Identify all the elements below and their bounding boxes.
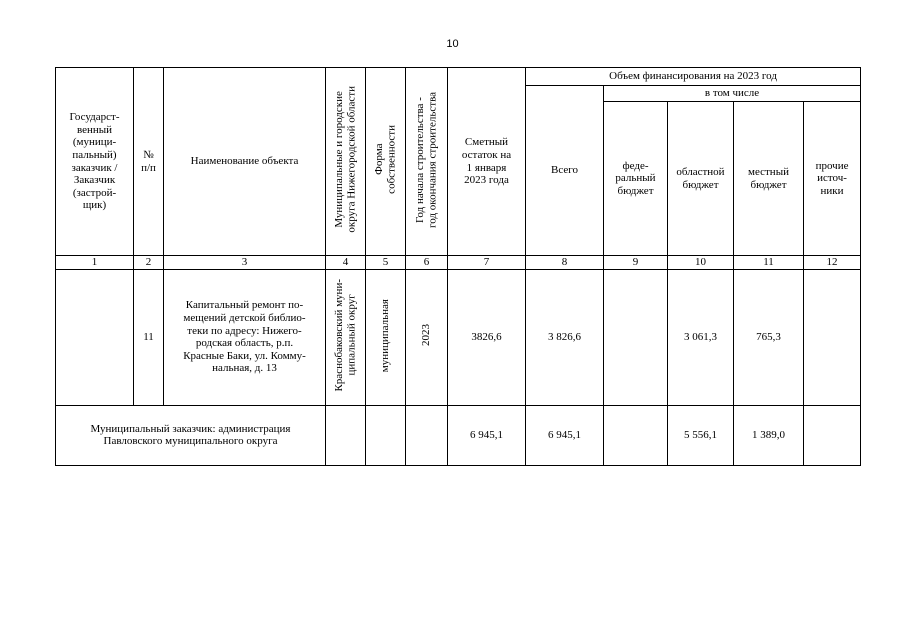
row-num: 11 bbox=[134, 269, 164, 405]
row-years: 2023 bbox=[406, 269, 448, 405]
header-ownership: Форма собственности bbox=[366, 68, 406, 256]
header-other: прочие источ- ники bbox=[804, 102, 861, 256]
footer-regional: 5 556,1 bbox=[668, 405, 734, 465]
row-total: 3 826,6 bbox=[526, 269, 604, 405]
column-number: 12 bbox=[804, 256, 861, 270]
column-number: 10 bbox=[668, 256, 734, 270]
column-number: 11 bbox=[734, 256, 804, 270]
row-object-name: Капитальный ремонт по- мещений детской библио- теки по адресу: Нижего- родская область, р.п. Красные Баки, ул. Комму- нальная, д. 13 bbox=[164, 269, 326, 405]
footer-federal bbox=[604, 405, 668, 465]
row-other bbox=[804, 269, 861, 405]
header-row-1 bbox=[56, 68, 861, 86]
column-number: 2 bbox=[134, 256, 164, 270]
header-including: в том числе bbox=[604, 86, 861, 102]
row-regional: 3 061,3 bbox=[668, 269, 734, 405]
footer-empty bbox=[406, 405, 448, 465]
financing-table bbox=[55, 67, 861, 466]
header-municipality: Муниципальные и городские округа Нижегородской области bbox=[326, 68, 366, 256]
footer-local: 1 389,0 bbox=[734, 405, 804, 465]
header-funding-title: Объем финансирования на 2023 год bbox=[526, 68, 861, 86]
footer-other bbox=[804, 405, 861, 465]
table-row bbox=[56, 269, 861, 405]
column-number: 3 bbox=[164, 256, 326, 270]
column-number: 8 bbox=[526, 256, 604, 270]
column-number: 9 bbox=[604, 256, 668, 270]
row-local: 765,3 bbox=[734, 269, 804, 405]
footer-total: 6 945,1 bbox=[526, 405, 604, 465]
header-num: № п/п bbox=[134, 68, 164, 256]
row-ownership: муниципальная bbox=[366, 269, 406, 405]
footer-row bbox=[56, 405, 861, 465]
header-federal: феде- ральный бюджет bbox=[604, 102, 668, 256]
row-federal bbox=[604, 269, 668, 405]
column-number-row bbox=[56, 256, 861, 270]
header-customer: Государст- венный (муници- пальный) заказчик / Заказчик (застрой- щик) bbox=[56, 68, 134, 256]
header-remainder: Сметный остаток на 1 января 2023 года bbox=[448, 68, 526, 256]
column-number: 6 bbox=[406, 256, 448, 270]
footer-customer: Муниципальный заказчик: администрация Павловского муниципального округа bbox=[56, 405, 326, 465]
row-municipality: Краснобаковский муни- ципальный округ bbox=[326, 269, 366, 405]
footer-empty bbox=[326, 405, 366, 465]
header-regional: областной бюджет bbox=[668, 102, 734, 256]
footer-empty bbox=[366, 405, 406, 465]
column-number: 4 bbox=[326, 256, 366, 270]
row-remainder: 3826,6 bbox=[448, 269, 526, 405]
header-object: Наименование объекта bbox=[164, 68, 326, 256]
page-number: 10 bbox=[446, 38, 459, 50]
column-number: 5 bbox=[366, 256, 406, 270]
row-customer bbox=[56, 269, 134, 405]
footer-remainder: 6 945,1 bbox=[448, 405, 526, 465]
column-number: 1 bbox=[56, 256, 134, 270]
header-years: Год начала строительства - год окончания строительства bbox=[406, 68, 448, 256]
header-local: местный бюджет bbox=[734, 102, 804, 256]
header-total: Всего bbox=[526, 86, 604, 256]
column-number: 7 bbox=[448, 256, 526, 270]
